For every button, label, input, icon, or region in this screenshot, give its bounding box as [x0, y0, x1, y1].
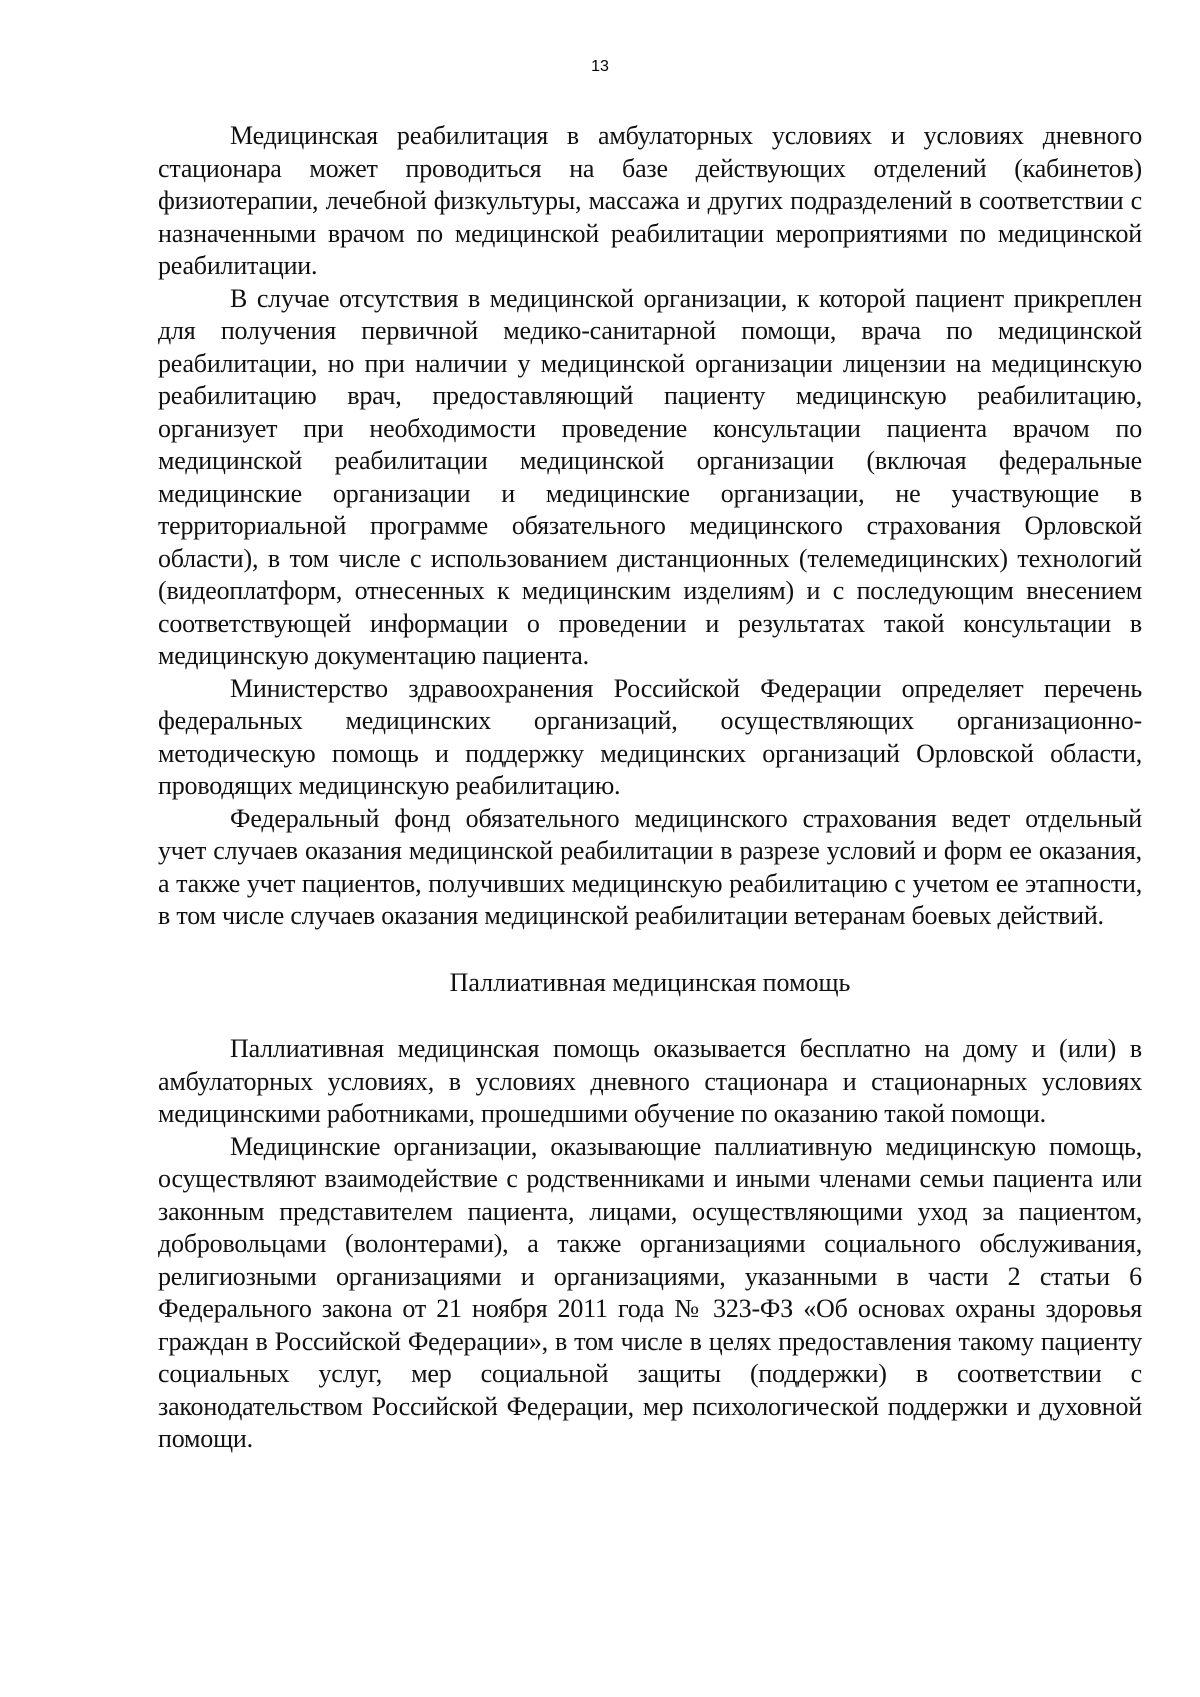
paragraph-ministry-list: Министерство здравоохранения Российской Федерации определяет перечень федеральных медицинских организаций, осуществляющих организационно-методическую помощь и поддержку медицинских организаций Орловской области, проводящих медицинскую реабилитацию.	[158, 673, 1142, 800]
paragraph-rehab-outpatient: Медицинская реабилитация в амбулаторных условиях и условиях дневного стационара может проводиться на базе действующих отделений (кабинетов) физиотерапии, лечебной физкультуры, массажа и других подразделений в соответствии с назначенными врачом по медицинской реабилитации мероприятиями по медицинской реабилитации.	[158, 121, 1142, 280]
paragraph-rehab-consultation: В случае отсутствия в медицинской организации, к которой пациент прикреплен для получения первичной медико-санитарной помощи, врача по медицинской реабилитации, но при наличии у медицинской организации лицензии на медицинскую реабилитацию врач, предоставляющий пациенту медицинскую реабилитацию, организует при необходимости проведение консультации пациента врачом по медицинской реабилитации медицинской организации (включая федеральные медицинские организации и медицинские организации, не участвующие в территориальной программе обязательного медицинского страхования Орловской области), в том числе с использованием дистанционных (телемедицинских) технологий (видеоплатформ, отнесенных к медицинским изделиям) и с последующим внесением соответствующей информации о проведении и результатах такой консультации в медицинскую документацию пациента.	[158, 283, 1142, 670]
section-heading: Паллиативная медицинская помощь	[449, 967, 851, 997]
document-body	[158, 120, 1142, 1456]
paragraph-palliative-interaction: Медицинские организации, оказывающие паллиативную медицинскую помощь, осуществляют взаимодействие с родственниками и иными членами семьи пациента или законным представителем пациента, лицами, осуществляющими уход за пациентом, добровольцами (волонтерами), а также организациями социального обслуживания, религиозными организациями и организациями, указанными в части 2 статьи 6 Федерального закона от 21 ноября 2011 года № 323-ФЗ «Об основах охраны здоровья граждан в Российской Федерации», в том числе в целях предоставления такому пациенту социальных услуг, мер социальной защиты (поддержки) в соответствии с законодательством Российской Федерации, мер психологической поддержки и духовной помощи.	[158, 1131, 1142, 1453]
paragraph-ffoms-accounting: Федеральный фонд обязательного медицинского страхования ведет отдельный учет случаев оказания медицинской реабилитации в разрезе условий и форм ее оказания, а также учет пациентов, получивших медицинскую реабилитацию с учетом ее этапности, в том числе случаев оказания медицинской реабилитации ветеранам боевых действий.	[158, 803, 1142, 930]
paragraph-palliative-free: Паллиативная медицинская помощь оказывается бесплатно на дому и (или) в амбулаторных условиях, в условиях дневного стационара и стационарных условиях медицинскими работниками, прошедшими обучение по оказанию такой помощи.	[158, 1034, 1142, 1128]
page-number: 13	[591, 58, 609, 75]
